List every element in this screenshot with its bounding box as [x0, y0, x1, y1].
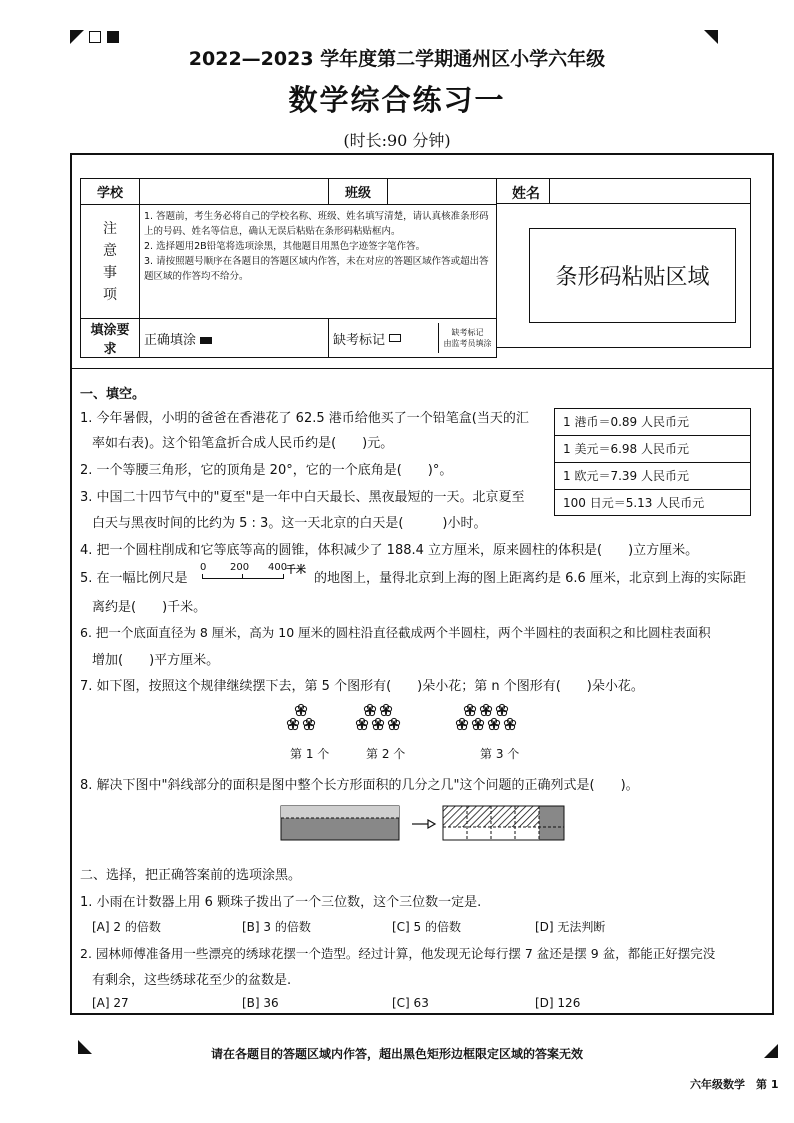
q8: 8. 解决下图中"斜线部分的面积是图中整个长方形面积的几分之几"这个问题的正确列式是( )。 [80, 778, 639, 793]
s2-q1-option-b[interactable]: [B] 3 的倍数 [242, 920, 311, 934]
school-label: 学校 [81, 179, 140, 205]
s2-q1: 1. 小雨在计数器上用 6 颗珠子拨出了一个三位数，这个三位数一定是. [80, 895, 482, 910]
left-rectangle [281, 806, 399, 840]
exchange-rate-table [554, 408, 751, 516]
figure-3-flowers [456, 704, 515, 729]
figure-label-1: 第 1 个 [290, 747, 330, 761]
rectangle-fraction-figure [280, 804, 570, 848]
figure-1-flowers [287, 704, 314, 729]
filled-square-mark [107, 31, 119, 43]
scale-line [202, 574, 284, 579]
notice-2: 2. 选择题用2B铅笔将选项涂黑，其他题目用黑色字迹签字笔作答。 [144, 241, 426, 252]
correct-fill-label: 正确填涂 [144, 332, 197, 348]
notice-text [140, 205, 497, 319]
q3-line2: 白天与黑夜时间的比约为 5 : 3。这一天北京的白天是( )小时。 [92, 516, 487, 531]
exam-duration: (时长:90 分钟) [343, 131, 451, 150]
q2: 2. 一个等腰三角形，它的顶角是 20°，它的一个底角是( )°。 [80, 463, 453, 478]
q7: 7. 如下图，按照这个规律继续摆下去，第 5 个图形有( )朵小花；第 n 个图形有( )朵小花。 [80, 679, 644, 694]
name-divider [549, 178, 550, 204]
s2-q2-option-d[interactable]: [D] 126 [535, 996, 581, 1010]
class-field[interactable] [388, 179, 497, 205]
absent-note: 缺考标记 由监考员填涂 [443, 328, 492, 348]
barcode-area: 条形码粘贴区域 [529, 228, 736, 323]
absent-cell [329, 319, 497, 358]
exam-subtitle: 2022—2023 学年度第二学期通州区小学六年级 [188, 48, 606, 70]
figure-label-3: 第 3 个 [480, 747, 520, 761]
section2-title: 二、选择，把正确答案前的选项涂黑。 [80, 868, 302, 883]
s2-q2-option-c[interactable]: [C] 63 [392, 996, 429, 1010]
s2-q1-option-d[interactable]: [D] 无法判断 [535, 920, 606, 934]
q4: 4. 把一个圆柱削成和它等底等高的圆锥，体积减少了 188.4 立方厘米，原来圆柱的体积是( )立方厘米。 [80, 543, 699, 558]
scale-label-200: 200 [230, 562, 250, 573]
filled-example-icon [200, 337, 212, 344]
q5-line1-end: 的地图上，量得北京到上海的图上距离约是 6.6 厘米，北京到上海的实际距 [314, 571, 746, 586]
s2-q2-line2: 有剩余，这些绣球花至少的盆数是. [92, 973, 292, 988]
rate-row: 100 日元＝5.13 人民币元 [563, 496, 705, 510]
q1-line1: 1. 今年暑假，小明的爸爸在香港花了 62.5 港币给他买了一个铅笔盒(当天的汇 [80, 411, 529, 426]
q6-line1: 6. 把一个底面直径为 8 厘米，高为 10 厘米的圆柱沿直径截成两个半圆柱，两个半圆柱的表面积之和比圆柱表面积 [80, 625, 711, 640]
scale-tick [242, 574, 243, 579]
absent-checkbox[interactable] [389, 334, 401, 342]
scale-bar [200, 562, 312, 582]
s2-q1-option-a[interactable]: [A] 2 的倍数 [92, 920, 161, 934]
correct-fill-cell [140, 319, 329, 358]
figure-2-flowers [356, 704, 399, 729]
corner-mark-top-left [70, 30, 84, 44]
school-field[interactable] [140, 179, 329, 205]
s2-q2-option-b[interactable]: [B] 36 [242, 996, 279, 1010]
right-rectangle [443, 806, 564, 840]
name-row [497, 178, 751, 204]
page-number: 六年级数学 第 1 [690, 1078, 779, 1091]
name-label: 姓名 [512, 186, 540, 202]
q5-line2: 离约是( )千米。 [92, 600, 207, 615]
corner-mark-top-right [704, 30, 718, 44]
absent-label: 缺考标记 [333, 332, 386, 348]
section-divider [70, 368, 774, 369]
s2-q2-option-a[interactable]: [A] 27 [92, 996, 129, 1010]
scale-unit: 千米 [286, 565, 306, 576]
figure-label-2: 第 2 个 [366, 747, 406, 761]
s2-q1-option-c[interactable]: [C] 5 的倍数 [392, 920, 462, 934]
section1-title: 一、填空。 [80, 387, 146, 402]
flower-pattern-figure [280, 700, 560, 740]
q5-line1-start: 5. 在一幅比例尺是 [80, 571, 188, 586]
scale-label-400: 400 [268, 562, 288, 573]
page-title: 数学综合练习一 [288, 83, 506, 117]
notice-label: 注 意 事 项 [81, 205, 140, 319]
empty-square-mark [89, 31, 101, 43]
rate-row: 1 美元＝6.98 人民币元 [555, 436, 750, 463]
scale-label-0: 0 [200, 562, 207, 573]
absent-mark-area [329, 323, 439, 353]
q6-line2: 增加( )平方厘米。 [92, 653, 220, 668]
s2-q2-line1: 2. 园林师傅准备用一些漂亮的绣球花摆一个造型。经过计算，他发现无论每行摆 7 盆还是摆 9 盆，都能正好摆完没 [80, 946, 716, 961]
notice-3: 3. 请按照题号顺序在各题目的答题区域内作答，未在对应的答题区域作答或超出答题区域的作答均不给分。 [144, 256, 489, 282]
footer-note: 请在各题目的答题区域内作答，超出黑色矩形边框限定区域的答案无效 [210, 1047, 583, 1061]
arrow-icon [412, 820, 435, 828]
class-label: 班级 [329, 179, 388, 205]
student-info-table [80, 178, 497, 357]
rate-row: 1 欧元＝7.39 人民币元 [555, 463, 750, 490]
q1-line2: 率如右表)。这个铅笔盒折合成人民币约是( )元。 [92, 436, 394, 451]
notice-1: 1. 答题前，考生务必将自己的学校名称、班级、姓名填写清楚，请认真核准条形码上的号码、姓名等信息，确认无误后粘贴在条形码粘贴框内。 [144, 211, 489, 237]
fill-requirement-label: 填涂要求 [81, 319, 140, 358]
rate-row: 1 港币＝0.89 人民币元 [555, 409, 750, 436]
q3-line1: 3. 中国二十四节气中的"夏至"是一年中白天最长、黑夜最短的一天。北京夏至 [80, 490, 525, 505]
